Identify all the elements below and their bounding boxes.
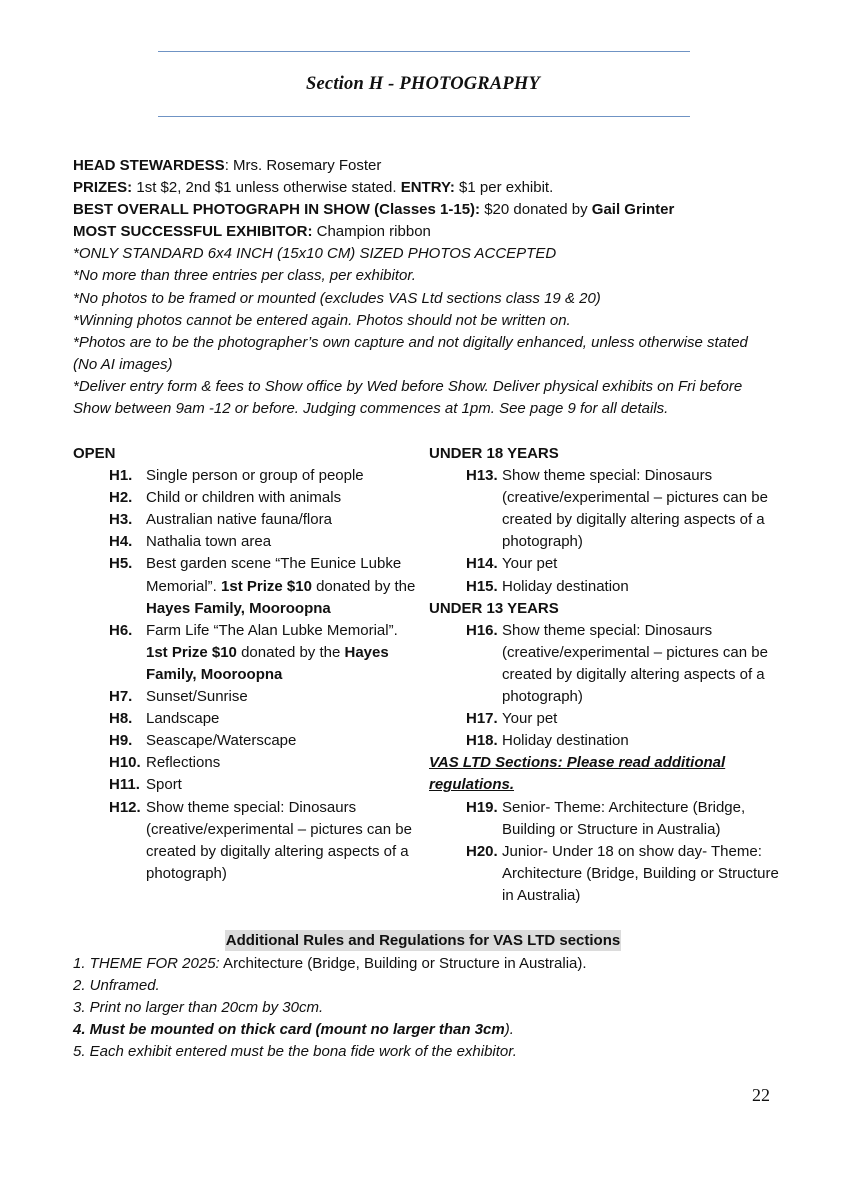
- class-item-h10: [73, 752, 423, 774]
- best-overall-value: $20 donated by: [480, 201, 592, 219]
- class-text: Sunset/Sunrise: [146, 688, 248, 706]
- class-text-a: Farm Life “The Alan Lubke Memorial”.: [146, 621, 398, 639]
- most-successful-line: [73, 221, 773, 243]
- class-text: Child or children with animals: [146, 489, 342, 507]
- class-code: H5.: [109, 555, 133, 573]
- intro-block: [73, 155, 773, 420]
- class-text: Show theme special: Dinosaurs (creative/experimental – pictures can be created by digitally altering aspects of a photograph): [502, 467, 768, 551]
- class-item-h20: [429, 841, 789, 907]
- prizes-label: PRIZES:: [73, 179, 133, 197]
- class-text: Senior- Theme: Architecture (Bridge, Building or Structure in Australia): [502, 798, 746, 838]
- page-number: 22: [752, 1085, 770, 1105]
- rule-item-5: 5. Each exhibit entered must be the bona fide work of the exhibitor.: [73, 1043, 517, 1061]
- class-code: H10.: [109, 754, 141, 772]
- rule-item-1: [73, 953, 773, 975]
- class-item-h3: [73, 509, 423, 531]
- entry-label: ENTRY:: [400, 179, 455, 197]
- class-code: H16.: [466, 621, 498, 639]
- class-code: H1.: [109, 467, 133, 485]
- prize-donor: Hayes Family, Mooroopna: [146, 599, 331, 617]
- class-item-h2: [73, 487, 423, 509]
- note-no-framing: *No photos to be framed or mounted (excludes VAS Ltd sections class 19 & 20): [73, 289, 601, 307]
- note-winning-photos: *Winning photos cannot be entered again. Photos should not be written on.: [73, 311, 571, 329]
- head-stewardess-line: [73, 155, 773, 177]
- class-item-h12: [73, 797, 423, 885]
- rule-item-3: 3. Print no larger than 20cm by 30cm.: [73, 999, 324, 1017]
- class-text: Holiday destination: [502, 577, 629, 595]
- class-text: Nathalia town area: [146, 533, 272, 551]
- class-item-h11: [73, 774, 423, 796]
- class-code: H8.: [109, 710, 133, 728]
- prize-donor: Hayes Family, Mooroopna: [146, 643, 389, 683]
- class-item-h9: [73, 730, 423, 752]
- class-item-h15: [429, 576, 789, 598]
- note-delivery: *Deliver entry form & fees to Show office by Wed before Show. Deliver physical exhibits on Fri before Show between 9am -12 or before. Judging commences at 1pm. See page 9 for all details.: [73, 377, 743, 418]
- class-code: H19.: [466, 798, 498, 816]
- best-overall-donor: Gail Grinter: [591, 201, 675, 219]
- note-own-capture: *Photos are to be the photographer’s own capture and not digitally enhanced, unless otherwise stated (No AI images): [73, 333, 748, 373]
- rules-title: Additional Rules and Regulations for VAS LTD sections: [225, 932, 621, 949]
- class-text: Sport: [146, 776, 182, 794]
- best-overall-line: [73, 199, 773, 221]
- most-successful-label: MOST SUCCESSFUL EXHIBITOR:: [73, 223, 313, 241]
- class-item-h19: [429, 797, 789, 841]
- youth-column: [429, 443, 789, 907]
- most-successful-value: Champion ribbon: [312, 223, 431, 241]
- rule-mount-text: 4. Must be mounted on thick card (mount no larger than 3cm: [73, 1021, 505, 1039]
- class-code: H13.: [466, 467, 498, 485]
- class-text-b: donated by the: [311, 577, 416, 595]
- prize-amount: 1st Prize $10: [221, 577, 312, 595]
- top-divider: [158, 51, 690, 52]
- class-text: Show theme special: Dinosaurs (creative/experimental – pictures can be created by digitally altering aspects of a photograph): [146, 798, 412, 882]
- section-title: Section H - PHOTOGRAPHY: [306, 74, 540, 94]
- open-column: [73, 443, 423, 885]
- rule-theme-text: Architecture (Bridge, Building or Structure in Australia).: [219, 955, 587, 972]
- rules-title-row: [0, 930, 846, 951]
- class-item-h5: [73, 553, 423, 619]
- class-code: H11.: [109, 776, 140, 794]
- class-text: Holiday destination: [502, 732, 629, 750]
- class-item-h8: [73, 708, 423, 730]
- rule-theme-label: 1. THEME FOR 2025:: [73, 955, 220, 972]
- class-item-h7: [73, 686, 423, 708]
- class-text: Your pet: [502, 710, 558, 728]
- class-code: H6.: [109, 621, 133, 639]
- rule-item-2: 2. Unframed.: [73, 977, 160, 995]
- class-text: Landscape: [146, 710, 220, 728]
- class-item-h6: [73, 620, 423, 686]
- open-heading: OPEN: [73, 445, 116, 462]
- class-item-h18: [429, 730, 789, 752]
- class-item-h16: [429, 620, 789, 708]
- class-text: Single person or group of people: [146, 467, 364, 485]
- head-stewardess-label: HEAD STEWARDESS: [73, 157, 225, 174]
- vas-sections-heading: VAS LTD Sections: Please read additional regulations.: [429, 754, 726, 794]
- bottom-divider: [158, 116, 690, 117]
- rule-item-4: [73, 1019, 773, 1041]
- class-code: H20.: [466, 842, 498, 860]
- class-text: Reflections: [146, 754, 221, 772]
- class-item-h4: [73, 531, 423, 553]
- class-text-b: donated by the: [236, 643, 345, 661]
- class-item-h14: [429, 553, 789, 575]
- class-item-h13: [429, 465, 789, 553]
- note-entry-limit: *No more than three entries per class, per exhibitor.: [73, 267, 416, 285]
- class-code: H7.: [109, 688, 133, 706]
- entry-value: $1 per exhibit.: [454, 179, 554, 197]
- class-item-h17: [429, 708, 789, 730]
- class-text: Seascape/Waterscape: [146, 732, 297, 750]
- note-photo-size: *ONLY STANDARD 6x4 INCH (15x10 CM) SIZED PHOTOS ACCEPTED: [73, 245, 557, 263]
- class-code: H2.: [109, 489, 133, 507]
- class-text: Your pet: [502, 555, 558, 573]
- class-code: H15.: [466, 577, 498, 595]
- prize-amount: 1st Prize $10: [146, 643, 237, 661]
- head-stewardess-value: : Mrs. Rosemary Foster: [224, 157, 382, 174]
- under-13-heading: UNDER 13 YEARS: [429, 599, 559, 617]
- class-text: [146, 620, 423, 686]
- class-text: [146, 553, 423, 619]
- under-18-heading: UNDER 18 YEARS: [429, 445, 559, 462]
- best-overall-label: BEST OVERALL PHOTOGRAPH IN SHOW (Classes 1-15):: [73, 201, 481, 219]
- class-code: H17.: [466, 710, 498, 728]
- class-item-h1: [73, 465, 423, 487]
- class-text-a: Best garden scene “The Eunice Lubke Memorial”.: [146, 555, 402, 595]
- rules-list: [73, 953, 773, 1063]
- class-text: Australian native fauna/flora: [146, 511, 332, 529]
- rule-mount-end: ).: [504, 1021, 514, 1039]
- class-code: H3.: [109, 511, 133, 529]
- class-code: H12.: [109, 798, 141, 816]
- class-code: H14.: [466, 555, 498, 573]
- class-text: Junior- Under 18 on show day- Theme: Architecture (Bridge, Building or Structure in Australia): [502, 842, 779, 904]
- class-text: Show theme special: Dinosaurs (creative/experimental – pictures can be created by digitally altering aspects of a photograph): [502, 621, 768, 706]
- prizes-value: 1st $2, 2nd $1 unless otherwise stated.: [132, 179, 401, 197]
- class-code: H9.: [109, 732, 133, 750]
- class-code: H4.: [109, 533, 133, 551]
- prizes-line: [73, 177, 773, 199]
- class-code: H18.: [466, 732, 498, 750]
